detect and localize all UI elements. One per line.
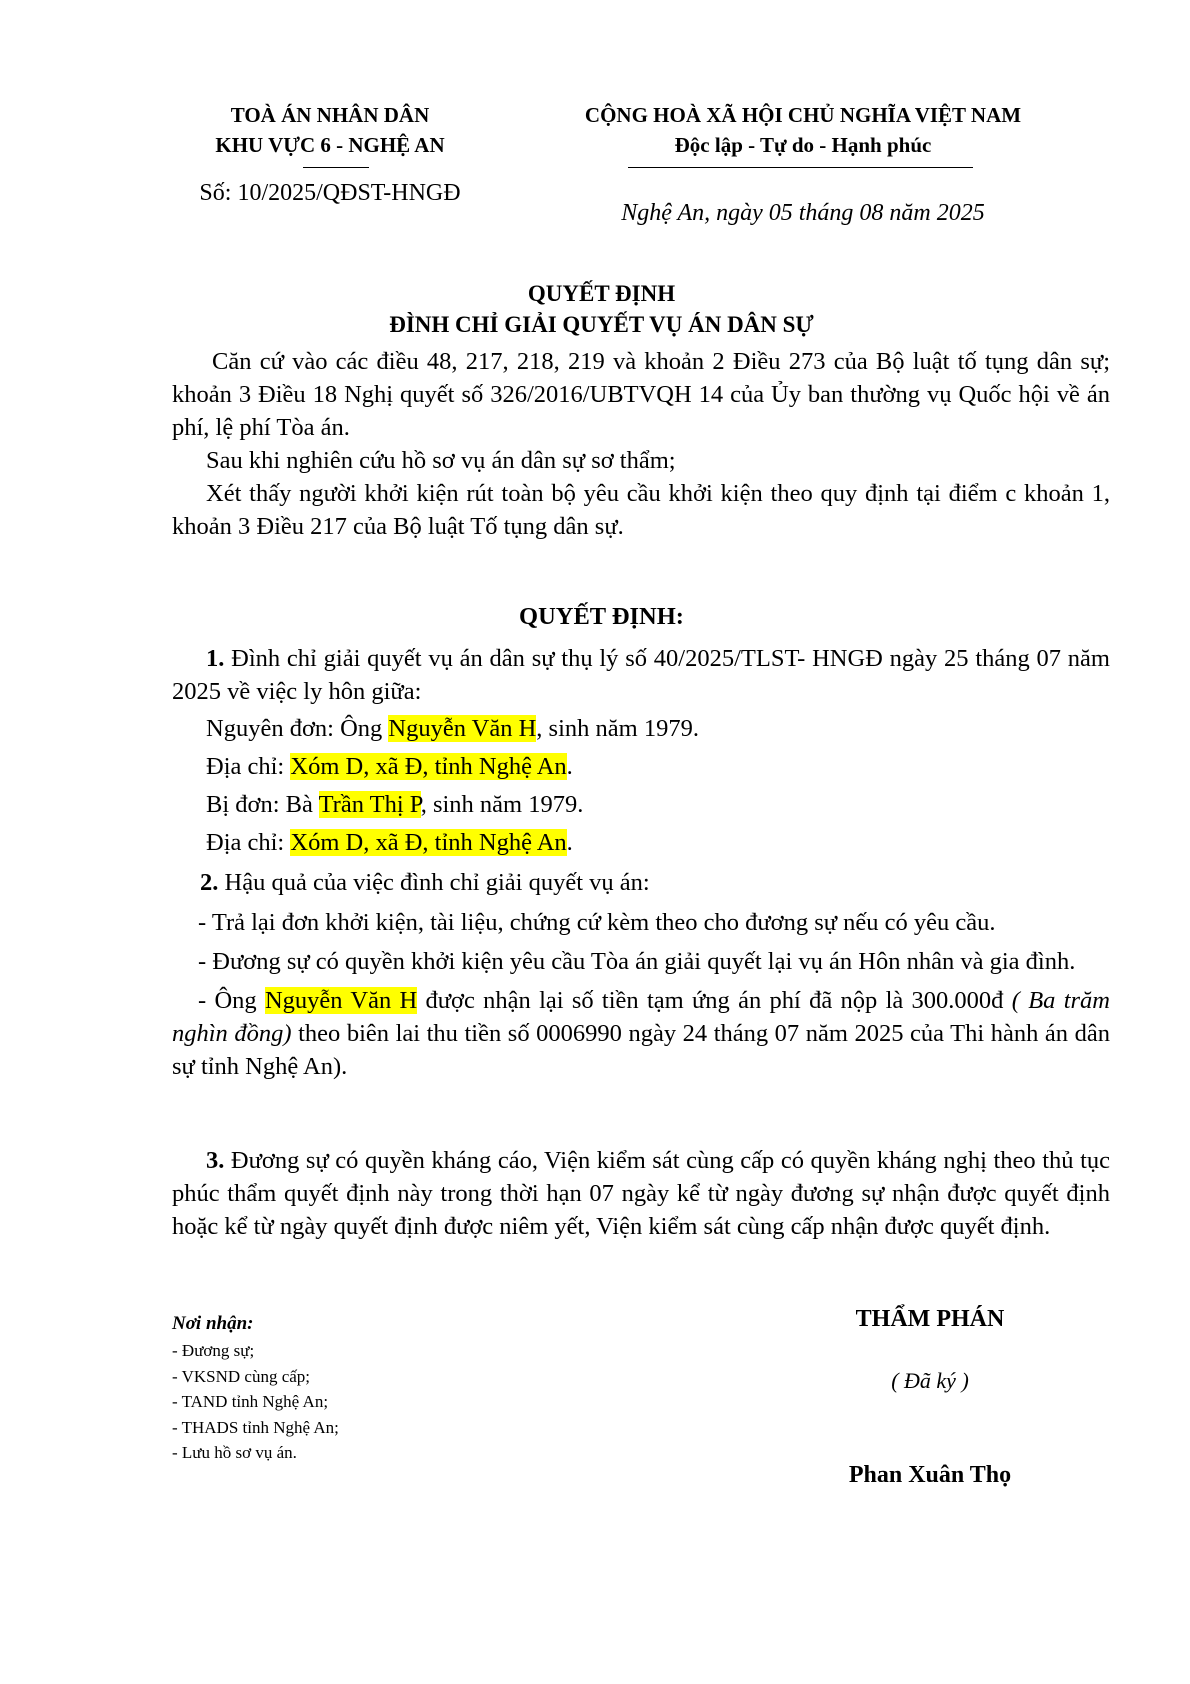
plaintiff-address-prefix: Địa chỉ: (206, 753, 291, 780)
refund-receipt-text: theo biên lai thu tiền số 0006990 ngày 24 tháng 07 năm 2025 của Thi hành án dân sự tỉnh Nghệ An). (172, 1020, 1110, 1080)
item-2-bullet-2: - Đương sự có quyền khởi kiện yêu cầu Tòa án giải quyết lại vụ án Hôn nhân và gia đình. (198, 948, 1076, 975)
defendant-address-suffix: . (566, 829, 573, 856)
plaintiff-line (206, 712, 1106, 745)
item-2-body: Hậu quả của việc đình chỉ giải quyết vụ án: (218, 869, 650, 896)
republic-name: CỘNG HOÀ XÃ HỘI CHỦ NGHĨA VIỆT NAM (584, 103, 1022, 127)
title-line1: QUYẾT ĐỊNH (527, 281, 676, 306)
signer-role: THẨM PHÁN (855, 1306, 1005, 1332)
item-1-text (172, 642, 1110, 708)
recipients-list (172, 1338, 339, 1466)
defendant-address: Xóm D, xã Đ, tỉnh Nghệ An (290, 829, 567, 856)
title-line2: ĐÌNH CHỈ GIẢI QUYẾT VỤ ÁN DÂN SỰ (389, 312, 814, 337)
item-2-heading (200, 866, 1100, 899)
republic-header (538, 100, 1068, 160)
recipient-item: - Lưu hồ sơ vụ án. (172, 1443, 297, 1462)
signer-name: Phan Xuân Thọ (848, 1462, 1012, 1488)
recipient-item: - Đương sự; (172, 1341, 255, 1360)
item-2-bullet-1: - Trả lại đơn khởi kiện, tài liệu, chứng cứ kèm theo cho đương sự nếu có yêu cầu. (198, 909, 996, 936)
preamble (172, 345, 1110, 543)
item-3-body: Đương sự có quyền kháng cáo, Viện kiểm sát cùng cấp có quyền kháng nghị theo thủ tục phúc thẩm quyết định này trong thời hạn 07 ngày kể từ ngày đương sự nhận được quyết định hoặc kể từ ngày quyết định được niêm yết, Viện kiểm sát cùng cấp nhận được quyết định. (172, 1147, 1110, 1240)
recipient-item: - TAND tỉnh Nghệ An; (172, 1392, 329, 1411)
preamble-legal-basis: Căn cứ vào các điều 48, 217, 218, 219 và khoản 2 Điều 273 của Bộ luật tố tụng dân sự; khoản 3 Điều 18 Nghị quyết số 326/2016/UBTVQH 14 của Ủy ban thường vụ Quốc hội về án phí, lệ phí Tòa án. (172, 348, 1110, 441)
plaintiff-address-line (206, 750, 1106, 783)
item-3-number: 3. (206, 1147, 225, 1174)
defendant-prefix: Bị đơn: Bà (206, 791, 319, 818)
item-3-text (172, 1144, 1110, 1243)
defendant-suffix: , sinh năm 1979. (420, 791, 584, 818)
preamble-finding: Xét thấy người khởi kiện rút toàn bộ yêu cầu khởi kiện theo quy định tại điểm c khoản 1, khoản 3 Điều 217 của Bộ luật Tố tụng dân sự. (172, 480, 1110, 540)
defendant-address-prefix: Địa chỉ: (206, 829, 291, 856)
plaintiff-prefix: Nguyên đơn: Ông (206, 715, 389, 742)
motto-underline (628, 167, 973, 168)
court-underline (303, 167, 369, 168)
plaintiff-suffix: , sinh năm 1979. (536, 715, 699, 742)
defendant-line (206, 788, 1106, 821)
national-motto: Độc lập - Tự do - Hạnh phúc (674, 133, 932, 157)
plaintiff-address: Xóm D, xã Đ, tỉnh Nghệ An (290, 753, 567, 780)
decision-item-3 (172, 1144, 1110, 1243)
refund-recipient-name: Nguyễn Văn H (264, 987, 418, 1014)
document-title (160, 278, 1043, 340)
defendant-address-line (206, 826, 1106, 859)
decision-number: Số: 10/2025/QĐST-HNGĐ (199, 180, 461, 206)
recipients-heading: Nơi nhận: (172, 1313, 254, 1334)
item-2-number: 2. (200, 869, 219, 896)
issue-date: Nghệ An, ngày 05 tháng 08 năm 2025 (621, 200, 985, 226)
court-name-line2: KHU VỰC 6 - NGHỆ AN (215, 133, 445, 157)
item-2-bullets (172, 906, 1110, 1083)
court-header (160, 100, 500, 160)
refund-amount-words: ( Ba trăm nghìn đồng) (172, 987, 1110, 1047)
recipient-item: - VKSND cùng cấp; (172, 1366, 311, 1386)
defendant-name: Trần Thị P (318, 791, 421, 818)
preamble-review: Sau khi nghiên cứu hồ sơ vụ án dân sự sơ thẩm; (206, 447, 676, 474)
court-name-line1: TOÀ ÁN NHÂN DÂN (230, 103, 430, 127)
item-1-number: 1. (206, 645, 225, 672)
refund-prefix: - Ông (198, 987, 265, 1014)
plaintiff-address-suffix: . (566, 753, 573, 780)
decision-heading: QUYẾT ĐỊNH: (519, 603, 684, 630)
item-2-bullet-3 (172, 984, 1110, 1083)
decision-item-1 (172, 642, 1110, 708)
plaintiff-name: Nguyễn Văn H (388, 715, 537, 742)
recipient-item: - THADS tỉnh Nghệ An; (172, 1417, 339, 1437)
signed-note: ( Đã ký ) (891, 1368, 969, 1393)
refund-amount-text: được nhận lại số tiền tạm ứng án phí đã nộp là 300.000đ (417, 987, 1012, 1014)
item-1-body: Đình chỉ giải quyết vụ án dân sự thụ lý số 40/2025/TLST- HNGĐ ngày 25 tháng 07 năm 2025 về việc ly hôn giữa: (172, 645, 1110, 705)
